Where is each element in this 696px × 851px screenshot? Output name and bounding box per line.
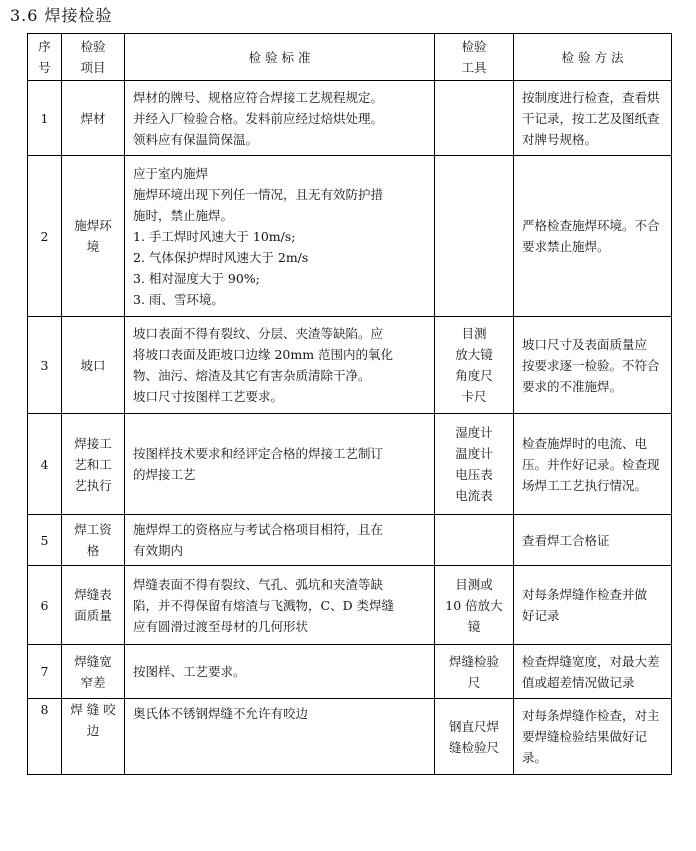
cell-standard-line: 应有圆滑过渡至母材的几何形状 — [133, 618, 309, 634]
cell-item — [62, 699, 125, 775]
cell-standard — [125, 515, 435, 566]
cell-no — [28, 81, 62, 156]
cell-tool-line: 目测 — [461, 326, 487, 341]
cell-standard-line: 应于室内施焊 — [133, 165, 209, 181]
cell-method-line: 值或超差情况做记录 — [522, 674, 635, 690]
table-row — [28, 317, 672, 414]
header-item: 检验 项目 — [62, 34, 125, 81]
section-title: 3.6 焊接检验 — [10, 6, 113, 25]
cell-method-line: 检查施焊时的电流、电 — [522, 435, 648, 451]
cell-item — [62, 414, 125, 515]
cell-item — [62, 515, 125, 566]
cell-no — [28, 156, 62, 317]
cell-standard-line: 按图样、工艺要求。 — [133, 664, 246, 679]
cell-tool — [435, 81, 514, 156]
cell-tool-line: 缝检验尺 — [448, 739, 499, 755]
cell-no-line: 8 — [40, 702, 49, 717]
cell-standard-line: 陷，并不得保留有熔渣与飞溅物，C、D 类焊缝 — [133, 597, 395, 613]
cell-tool-line: 尺 — [467, 674, 481, 690]
table-row — [28, 414, 672, 515]
cell-item-line: 艺执行 — [74, 477, 112, 493]
cell-standard-line: 物、油污、熔渣及其它有害杂质清除干净。 — [133, 368, 371, 383]
cell-method-line: 按制度进行检查，查看烘 — [522, 89, 660, 105]
cell-no-line: 4 — [40, 456, 49, 472]
cell-method-line: 要焊缝检验结果做好记 — [522, 729, 648, 744]
cell-method-line: 严格检查施焊环境。不合 — [522, 218, 660, 233]
cell-item-line: 施焊环 — [74, 218, 112, 233]
cell-standard-line: 2. 气体保护焊时风速大于 2m/s — [133, 249, 309, 265]
cell-method-line: 对每条焊缝作检查，对主 — [522, 708, 660, 723]
cell-method-line: 对每条焊缝作检查并做 — [522, 587, 648, 602]
cell-method — [514, 81, 672, 156]
cell-no — [28, 699, 62, 775]
cell-tool-line: 钢直尺焊 — [448, 718, 499, 734]
cell-method — [514, 156, 672, 317]
cell-item — [62, 566, 125, 645]
cell-item-line: 焊 缝 咬 — [70, 702, 116, 717]
cell-standard-line: 3. 雨、雪环境。 — [133, 291, 224, 307]
cell-tool-line: 10 倍放大 — [445, 597, 503, 613]
cell-no-line: 7 — [40, 664, 49, 679]
cell-item-line: 坡口 — [80, 357, 106, 373]
cell-standard-line: 坡口表面不得有裂纹、分层、夹渣等缺陷。应 — [133, 326, 384, 341]
cell-method-line: 干记录，按工艺及图纸查 — [522, 110, 660, 126]
cell-method-line: 要求的不准施焊。 — [522, 378, 623, 394]
cell-tool — [435, 566, 514, 645]
header-standard: 检 验 标 准 — [125, 34, 435, 81]
cell-tool-line: 电压表 — [455, 467, 493, 482]
cell-method-line: 要求禁止施焊。 — [522, 239, 610, 254]
cell-no — [28, 645, 62, 699]
cell-tool-line: 卡尺 — [461, 389, 487, 404]
cell-tool — [435, 515, 514, 566]
cell-item-line: 焊缝宽 — [74, 653, 112, 669]
cell-method — [514, 699, 672, 775]
cell-method — [514, 566, 672, 645]
cell-standard — [125, 645, 435, 699]
cell-no-line: 1 — [40, 110, 49, 126]
cell-no — [28, 566, 62, 645]
cell-standard-line: 并经入厂检验合格。发料前应经过焙烘处理。 — [133, 110, 384, 126]
cell-no — [28, 515, 62, 566]
cell-item-line: 窄差 — [80, 674, 106, 690]
header-method: 检 验 方 法 — [514, 34, 672, 81]
cell-standard-line: 按图样技术要求和经评定合格的焊接工艺制订 — [133, 446, 384, 461]
cell-item-line: 艺和工 — [74, 456, 112, 472]
cell-no-line: 3 — [40, 357, 49, 373]
cell-tool-line: 湿度计 — [455, 425, 493, 440]
cell-item — [62, 81, 125, 156]
cell-tool — [435, 317, 514, 414]
cell-item-line: 面质量 — [74, 608, 112, 623]
cell-standard — [125, 81, 435, 156]
cell-method-line: 按要求逐一检验。不符合 — [522, 357, 660, 373]
cell-item-line: 境 — [86, 239, 100, 254]
cell-standard — [125, 317, 435, 414]
cell-method-line: 坡口尺寸及表面质量应 — [522, 336, 648, 352]
cell-item — [62, 317, 125, 414]
cell-tool-line: 放大镜 — [455, 347, 493, 362]
cell-standard-line: 施焊焊工的资格应与考试合格项目相符，且在 — [133, 522, 384, 537]
cell-tool — [435, 645, 514, 699]
cell-standard — [125, 566, 435, 645]
cell-standard-line: 1. 手工焊时风速大于 10m/s; — [133, 228, 296, 244]
cell-method-line: 录。 — [522, 750, 548, 765]
table-row — [28, 566, 672, 645]
cell-tool — [435, 156, 514, 317]
cell-item-line: 焊缝表 — [74, 587, 112, 602]
table-body — [28, 81, 672, 775]
cell-method — [514, 414, 672, 515]
cell-item-line: 焊工资 — [74, 522, 112, 537]
cell-standard-line: 有效期内 — [133, 543, 184, 558]
header-tool: 检验 工具 — [435, 34, 514, 81]
cell-tool-line: 镜 — [467, 618, 481, 634]
cell-method-line: 对牌号规格。 — [522, 131, 598, 147]
inspection-table — [27, 33, 672, 775]
cell-item-line: 焊接工 — [74, 435, 112, 451]
cell-standard-line: 领料应有保温筒保温。 — [133, 131, 259, 147]
cell-standard — [125, 414, 435, 515]
cell-standard-line: 施焊环境出现下列任一情况，且无有效防护措 — [133, 186, 384, 202]
cell-no — [28, 414, 62, 515]
cell-item-line: 焊材 — [80, 110, 106, 126]
cell-item — [62, 156, 125, 317]
cell-item-line: 格 — [86, 543, 100, 558]
cell-standard-line: 的焊接工艺 — [133, 467, 196, 482]
cell-method-line: 好记录 — [522, 608, 560, 623]
cell-method — [514, 515, 672, 566]
table-row — [28, 645, 672, 699]
cell-no-line: 2 — [40, 228, 49, 244]
cell-standard-line: 3. 相对湿度大于 90%; — [133, 270, 260, 286]
cell-method — [514, 317, 672, 414]
cell-no-line: 6 — [40, 597, 49, 613]
cell-standard-line: 奥氏体不锈钢焊缝不允许有咬边 — [133, 706, 309, 721]
cell-method-line: 查看焊工合格证 — [522, 532, 610, 548]
cell-tool-line: 焊缝检验 — [448, 653, 499, 669]
cell-tool-line: 角度尺 — [455, 368, 493, 383]
cell-item-line: 边 — [86, 723, 100, 738]
cell-standard-line: 坡口尺寸按图样工艺要求。 — [133, 389, 284, 404]
cell-tool-line: 温度计 — [455, 446, 493, 461]
cell-no — [28, 317, 62, 414]
cell-tool — [435, 699, 514, 775]
cell-tool-line: 电流表 — [455, 488, 493, 503]
table-row — [28, 156, 672, 317]
cell-standard-line: 施时，禁止施焊。 — [133, 207, 234, 223]
table-row — [28, 699, 672, 775]
cell-method-line: 压。并作好记录。检查现 — [522, 456, 660, 472]
cell-method-line: 检查焊缝宽度，对最大差 — [522, 653, 660, 669]
cell-method — [514, 645, 672, 699]
cell-tool — [435, 414, 514, 515]
cell-standard — [125, 156, 435, 317]
cell-no-line: 5 — [40, 532, 49, 548]
cell-tool-line: 目测或 — [455, 576, 493, 592]
header-no: 序 号 — [28, 34, 62, 81]
cell-standard-line: 将坡口表面及距坡口边缘 20mm 范围内的氧化 — [133, 347, 394, 362]
cell-item — [62, 645, 125, 699]
cell-standard-line: 焊缝表面不得有裂纹、气孔、弧坑和夹渣等缺 — [133, 576, 384, 592]
table-row — [28, 81, 672, 156]
cell-standard — [125, 699, 435, 775]
table-header — [28, 34, 672, 81]
cell-method-line: 场焊工工艺执行情况。 — [522, 477, 648, 493]
cell-standard-line: 焊材的牌号、规格应符合焊接工艺规程规定。 — [133, 89, 384, 105]
table-row — [28, 515, 672, 566]
